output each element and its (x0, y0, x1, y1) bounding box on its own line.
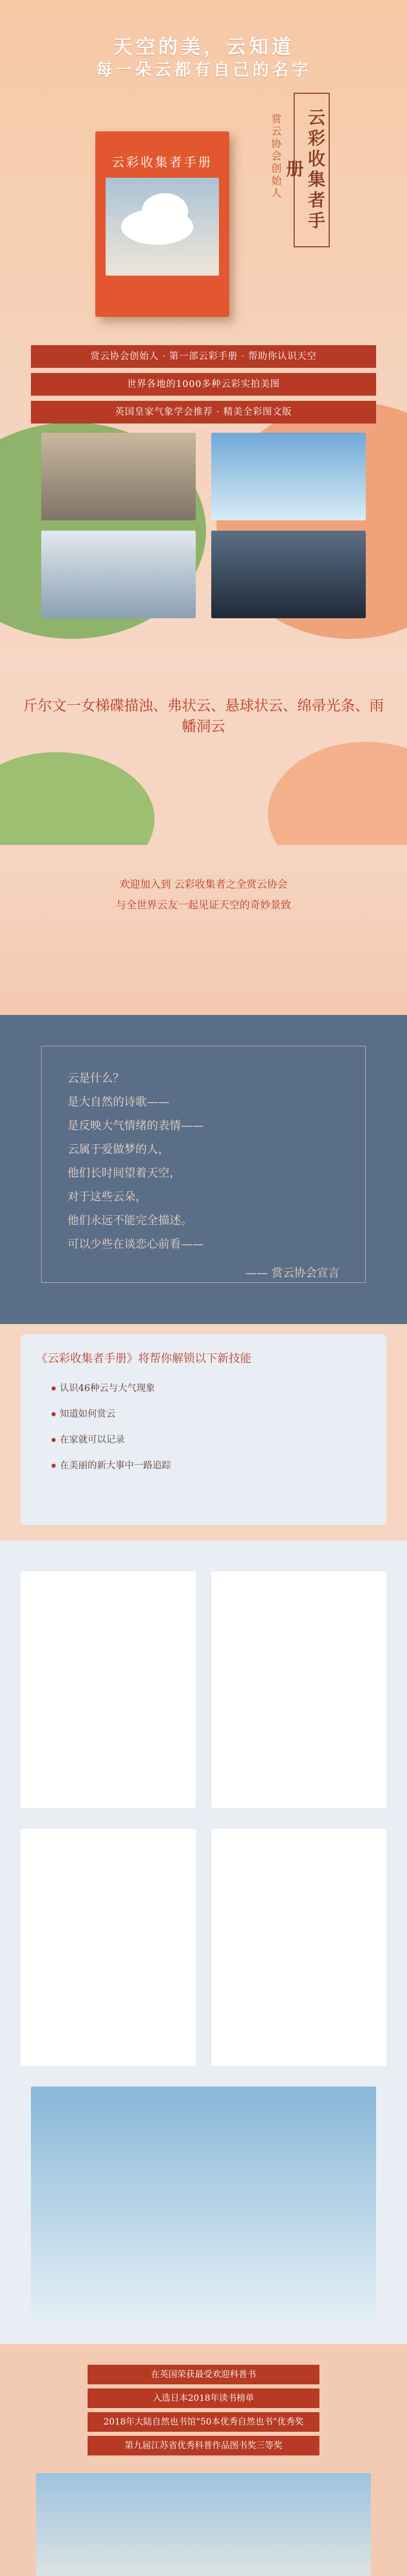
award-line: 入选日本2018年读书榜单 (88, 2388, 319, 2408)
welcome-line-1: 欢迎加入到 云彩收集者之全赏云协会 (119, 878, 288, 890)
poem-line: 可以少些在谈恋心前看—— (67, 1238, 204, 1251)
skill-item: 在家就可以记录 (52, 1432, 125, 1446)
interior-photo (31, 2087, 376, 2324)
award-line: 第九届江苏省优秀科普作品图书奖三等奖 (88, 2436, 319, 2455)
feature-ribbon: 英国皇家气象学会推荐 · 精美全彩图文版 (31, 401, 376, 423)
feature-ribbon: 世界各地的1000多种云彩实拍美图 (31, 373, 376, 396)
poem-signature: —— 赏云协会宣言 (245, 1267, 340, 1280)
skill-item: 认识46种云与大气现象 (52, 1381, 155, 1394)
poem-line: 对于这些云朵， (67, 1191, 147, 1204)
poem-section (0, 1015, 407, 1324)
award-line: 2018年大陆自然也书馆“50本优秀自然也书”优秀奖 (88, 2412, 319, 2432)
poem-line: 云是什么？ (67, 1072, 125, 1085)
skills-title: 《云彩收集者手册》将帮你解锁以下新技能 (36, 1352, 252, 1365)
poem-line: 是大自然的诗歌—— (67, 1096, 170, 1109)
interior-page (211, 1829, 386, 2066)
nature-photo (36, 2473, 371, 2576)
book-title: 云彩收集者手册 (112, 155, 213, 170)
welcome-section (0, 845, 407, 1015)
cover-art (106, 178, 219, 276)
cloud-shape (142, 193, 188, 229)
award-line: 在英国荣获最受欢迎科普书 (88, 2365, 319, 2384)
skills-box (21, 1334, 386, 1525)
awards-section (0, 2344, 407, 2576)
intro-text: 斤尔文一女梯碟描浊、弗状云、悬球状云、绵帚光条、雨幡洞云 (23, 697, 384, 735)
skill-item: 在美丽的新大事中一路追踪 (52, 1458, 171, 1471)
interior-page (211, 1571, 386, 1808)
vertical-subtitle: 赏云协会创始人 (269, 113, 282, 200)
hero-section (0, 0, 407, 675)
poem-box (41, 1046, 366, 1283)
cloud-photo (211, 531, 366, 618)
intro-section (0, 675, 407, 845)
vertical-title: 云彩收集者手册 (294, 93, 330, 247)
skills-section (0, 1324, 407, 1540)
skill-item: 知道如何赏云 (52, 1406, 115, 1420)
headline-2: 每一朵云都有自己的名字 (95, 60, 311, 79)
cloud-photo (211, 433, 366, 520)
poem-line: 云属于爱做梦的人， (67, 1143, 170, 1156)
feature-ribbon: 赏云协会创始人 · 第一部云彩手册 · 帮助你认识天空 (31, 345, 376, 368)
interior-pages-section (0, 1540, 407, 2344)
welcome-line-2: 与全世界云友一起见证天空的奇妙景致 (116, 899, 291, 911)
poem-line: 他们永远不能完全描述。 (67, 1214, 193, 1227)
interior-page (21, 1571, 196, 1808)
headline-1: 天空的美，云知道 (112, 35, 294, 58)
interior-page (21, 1829, 196, 2066)
poem-line: 是反映大气情绪的表情—— (67, 1120, 204, 1132)
cloud-photo (41, 531, 196, 618)
cloud-photo (41, 433, 196, 520)
poem-line: 他们长时间望着天空， (67, 1167, 181, 1180)
book-cover (95, 131, 229, 317)
